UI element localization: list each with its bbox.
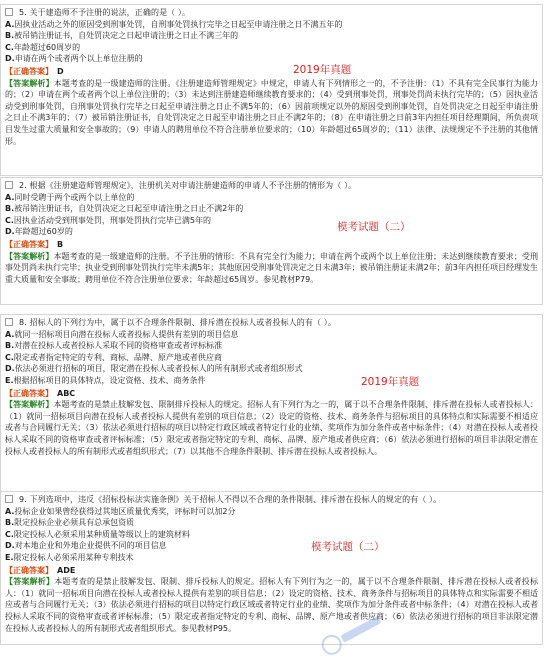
option-b[interactable]: B.限定投标企业必须具有总承包资质 [5,518,135,528]
option-c[interactable]: C.限定或者指定特定的专利、商标、品牌、原产地或者供应商 [5,352,222,362]
question-title: 2. 根据《注册建造师管理规定》，注册机关对申请注册建造师的申请人不予注册的情形为（ ）。 [1,178,542,192]
question-card [0,177,543,305]
exam-source-stamp: 模考试题（二） [311,541,385,553]
question-card [0,314,543,500]
question-checkbox[interactable] [5,8,13,16]
option-a[interactable]: A.同时受聘于两个或两个以上单位的 [5,192,135,202]
answer-analysis: 【答案解析】本题考查的是一级建造师的注册。《注册建造师管理规定》中规定，申请人有下列情形之一的，不予注册：（1）不具有完全民事行为能力的；（2）申请在两个或者两个以上单位注册的；（3）未达到注册建造师继续教育要求的；（4）受到刑事处罚，刑事处罚尚未执行完毕的；（5）因执业活动受到刑事处罚，自刑事处罚执行完毕之日起至申请注册之日止不满5年的；（6）因前项规定以外的原因受到刑事处罚，自处罚决定之日起至申请注册之日止不满3年的；（7）被吊销注册证书，自处罚决定之日起至申请注册之日止不满2年的；（8）在申请注册之日前3年内担任项目经理期间，所负责项目发生过重大质量和安全事故的；（9）申请人的聘用单位不符合注册单位要求的；（10）年龄超过65周岁的；（11）法律、法规规定不予注册的其他情形。 [5,78,538,146]
answer-analysis: 【答案解析】本题考查的是禁止肢解发包、限制、排斥投标人的规定。招标人有下列行为之一的，属于以不合理条件限制、排斥潜在投标人或者投标人：（1）就同一招标项目向潜在投标人或者投标人提供有差别的项目信息；（2）设定的资格、技术、商务条件与招标项目的具体特点和实际需要不相适应或者与合同履行无关；（3）依法必须进行招标的项目以特定行政区域或者特定行业的业绩、奖项作为加分条件或者中标条件；（4）对潜在投标人或者投标人采取不同的资格审查或者评标标准；（5）限定或者指定特定的专利、商标、品牌、原产地或者供应商；（6）依法必须进行招标的项目非法限定潜在投标人或者投标人的所有制形式或者组织形式。参见教材P95。 [5,577,538,633]
option-d[interactable]: D.对本地企业和外地企业提供不同的项目信息 [5,541,167,551]
option-d[interactable]: D.依法必须进行招标的项目，限定潜在投标人或者投标人的所有制形式或者组织形式 [5,364,303,374]
question-checkbox[interactable] [5,495,13,503]
option-e[interactable]: E.根据招标项目的具体特点，设定资格、技术、商务条件 [5,375,206,385]
answer-analysis: 【答案解析】本题考查的是一级建造师的注册。不予注册的情形：不具有完全行为能力；申请在两个或两个以上单位注册；未达到继续教育要求；受刑事处罚尚未执行完毕；执业受到刑事处罚执行完毕未满5年；其他原因受刑事处罚决定之日未满3年；被吊销注册证未满2年；前3年内担任项目经理发生重大质量和安全事故；聘用单位不符合注册单位要求；年龄超过65周岁。参见教材P79。 [5,251,539,284]
question-checkbox[interactable] [5,181,13,189]
correct-answer: 【正确答案】 ADE [5,565,76,575]
question-title: 8. 招标人的下列行为中，属于以不合理条件限制、排斥潜在投标人或者投标人的有（ ）。 [1,315,542,329]
question-card [0,491,543,645]
option-c[interactable]: C.年龄超过60周岁的 [5,42,81,52]
option-b[interactable]: B.对潜在投标人或者投标人采取不同的资格审查或者评标标准 [5,341,223,351]
option-e[interactable]: E.限定投标人必须采用某种专利技术 [5,552,134,562]
option-a[interactable]: A.就同一招标项目向潜在投标人或者投标人提供有差别的项目信息 [5,329,239,339]
question-card [0,4,543,176]
correct-answer: 【正确答案】 B [5,239,64,249]
option-d[interactable]: D.年龄超过60岁的 [5,227,73,237]
question-title: 5. 关于建造师不予注册的说法，正确的是（ ）。 [1,5,542,19]
correct-answer: 【正确答案】 ABC [5,388,76,398]
option-a[interactable]: A.投标企业如果曾经获得过其地区质量优秀奖，评标时可以加2分 [5,506,236,516]
question-checkbox[interactable] [5,318,13,326]
exam-source-stamp: 模考试题（二） [337,221,411,233]
correct-answer: 【正确答案】 D [5,66,64,76]
option-b[interactable]: B.被吊销注册证书，自处罚决定之日起至申请注册之日止不满2年的 [5,204,244,214]
option-d[interactable]: D.申请在两个或者两个以上单位注册的 [5,54,143,64]
option-b[interactable]: B.被吊销注册证书，自处罚决定之日起申请注册之日止不满三年的 [5,31,239,41]
option-c[interactable]: C.限定投标人必须采用某种质量等级以上的建筑材料 [5,529,190,539]
option-a[interactable]: A.因执业活动之外的原因受到刑事处罚，自刑事处罚执行完毕之日起至申请注册之日不满五年的 [5,19,343,29]
answer-analysis: 【答案解析】本题考查的是禁止肢解发包、限制排斥投标人的规定。招标人有下列行为之一的，属于以不合理条件限制、排斥潜在投标人或者投标人：（1）就同一招标项目向潜在投标人或者投标人提供有差别的项目信息；（2）设定的资格、技术、商务条件与招标项目的具体特点和实际需要不相适应或者与合同履行无关；（3）依法必须进行招标的项目以特定行政区域或者特定行业的业绩、奖项作为加分条件或者中标条件；（4）对潜在投标人或者投标人采取不同的资格审查或者评标标准；（5）限定或者指定特定的专利、商标、品牌、原产地或者供应商；（6）依法必须进行招标的项目非法限定潜在投标人或者投标人的所有制形式或者组织形式；（7）以其他不合理条件限制、排斥潜在投标人或者投标人。 [5,400,539,456]
exam-source-stamp: 2019年真题 [361,376,420,388]
option-c[interactable]: C.因执业活动受到刑事处罚，刑事处罚执行完毕已满5年的 [5,215,212,225]
question-title: 9. 下列选项中，违反《招标投标法实施条例》关于招标人不得以不合理的条件限制、排斥潜在投标人的规定的有（ ）。 [1,492,542,506]
exam-source-stamp: 2019年真题 [293,64,352,76]
